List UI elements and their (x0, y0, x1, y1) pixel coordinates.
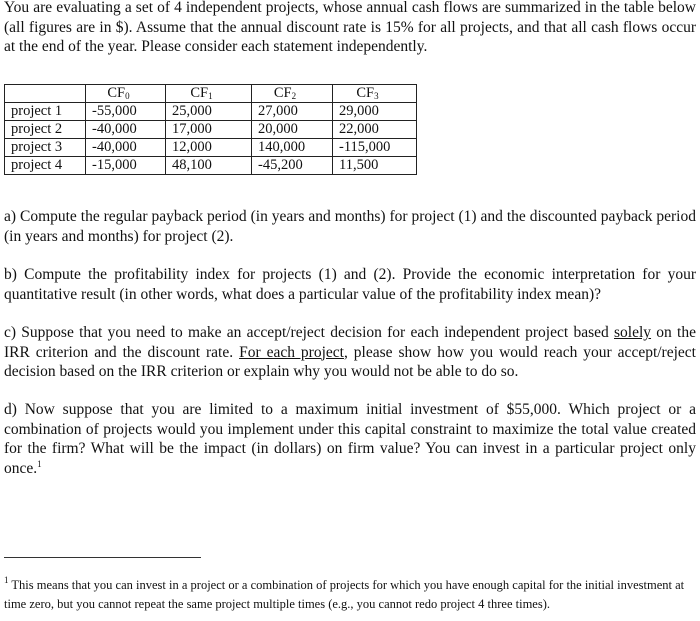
intro-paragraph: You are evaluating a set of 4 independent projects, whose annual cash flows are summarized in the table below (all figures are in $). Assume that the annual discount rate is 15% for all projects, and that all cash flows occur at the end of the year. Please consider each statement independently. (4, 0, 696, 55)
table-row (5, 157, 417, 175)
footnote-divider (4, 557, 201, 558)
cell-cf2: 20,000 (252, 121, 333, 139)
header-cf2: $CF_2$ (252, 85, 333, 103)
footnote-reference: 1 (37, 458, 42, 469)
cell-cf2: 140,000 (252, 139, 333, 157)
cell-cf0: -15,000 (86, 157, 166, 175)
cell-cf3: -115,000 (333, 139, 417, 157)
cell-cf3: 29,000 (333, 103, 417, 121)
cell-cf2: -45,200 (252, 157, 333, 175)
table-row (5, 139, 417, 157)
header-cf3: $CF_3$ (333, 85, 417, 103)
header-blank-cell (5, 85, 86, 103)
question-c-text-3: , please show how you would reach your accept/reject decision based on the IRR criterion or explain why you would not be able to do so. (4, 343, 696, 380)
row-label: project 4 (5, 157, 86, 175)
cell-cf0: -40,000 (86, 139, 166, 157)
row-label: project 2 (5, 121, 86, 139)
question-b: b) Compute the profitability index for projects (1) and (2). Provide the economic interpretation for your quantitative result (in other words, what does a particular value of the profitability index mean)? (4, 266, 696, 303)
footnote-text: This means that you can invest in a project or a combination of projects for which you have enough capital for the initial investment at time zero, but you cannot repeat the same project multiple times (e.g., you cannot redo project 4 three times). (4, 578, 685, 611)
underlined-for-each-project: For each project (239, 343, 344, 361)
cell-cf1: 12,000 (166, 139, 252, 157)
footnote (4, 576, 696, 614)
table-header-row (5, 85, 417, 103)
cell-cf3: 22,000 (333, 121, 417, 139)
cell-cf1: 17,000 (166, 121, 252, 139)
header-cf0: $CF_0$ (86, 85, 166, 103)
table-row (5, 121, 417, 139)
question-c-text-2: on the IRR criterion and the discount rate. (4, 324, 696, 361)
table-row (5, 103, 417, 121)
header-cf1: $CF_1$ (166, 85, 252, 103)
underlined-solely: solely (614, 324, 652, 341)
cell-cf1: 48,100 (166, 157, 252, 175)
question-d-text: d) Now suppose that you are limited to a maximum initial investment of $55,000. Which project or a combination of projects would you implement under this capital constraint to maximize the total value created for the firm? What will be the impact (in dollars) on firm value? You can invest in a particular project only once. (4, 401, 696, 477)
question-a: a) Compute the regular payback period (in years and months) for project (1) and the discounted payback period (in years and months) for project (2). (4, 208, 696, 245)
cash-flow-table (4, 84, 417, 175)
row-label: project 1 (5, 103, 86, 121)
cell-cf0: -40,000 (86, 121, 166, 139)
cell-cf1: 25,000 (166, 103, 252, 121)
cell-cf3: 11,500 (333, 157, 417, 175)
question-c (4, 323, 696, 382)
footnote-mark: 1 (4, 575, 9, 585)
question-d (4, 400, 696, 478)
cell-cf2: 27,000 (252, 103, 333, 121)
question-c-text-1: c) Suppose that you need to make an accept/reject decision for each independent project based (4, 324, 614, 341)
row-label: project 3 (5, 139, 86, 157)
cell-cf0: -55,000 (86, 103, 166, 121)
